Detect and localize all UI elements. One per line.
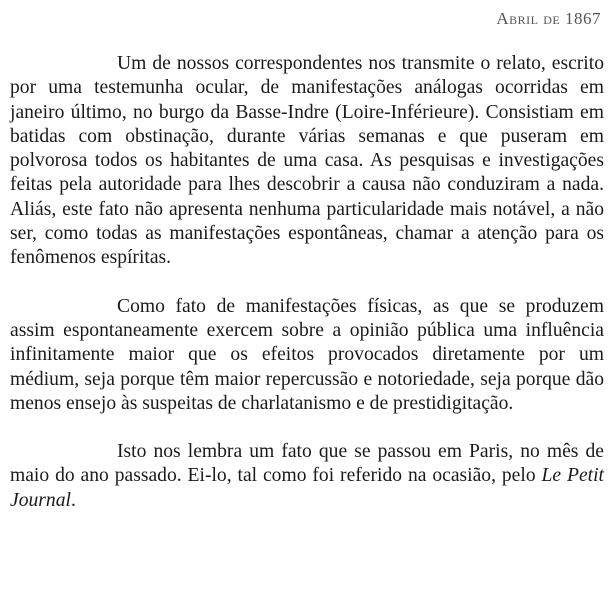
paragraph-3-end: . (70, 489, 76, 511)
paragraph-3 (10, 440, 604, 513)
document-body (10, 52, 604, 513)
paragraph-1: Um de nossos correspondentes nos transmite o relato, escrito por uma testemunha ocular, de manifestações análogas ocorridas em janeiro último, no burgo da Basse-Indre (Loire-Inférieure). Consistiam em batidas com obstinação, durante várias semanas e que puseram em polvorosa todos os habitantes de uma casa. As pesquisas e investigações feitas pela autoridade para lhes descobrir a causa não conduziram a nada. Aliás, este fato não apresenta nenhuma particularidade mais notável, a não ser, como todas as manifestações espontâneas, chamar a atenção para os fenômenos espíritas. (10, 53, 604, 269)
newspaper-title: Le Petit Journal (10, 465, 604, 511)
running-head: Abril de 1867 (496, 9, 601, 28)
paragraph-2: Como fato de manifestações físicas, as que se produzem assim espontaneamente exercem sobre a opinião pública uma influência infinitamente maior que os efeitos provocados diretamente por um médium, seja porque têm maior repercussão e notoriedade, seja porque dão menos ensejo às suspeitas de charlatanismo e de prestidigitação. (10, 295, 604, 414)
paragraph-3-text: Isto nos lembra um fato que se passou em Paris, no mês de maio do ano passado. Ei-lo, tal como foi referido na ocasião, pelo (10, 441, 604, 487)
